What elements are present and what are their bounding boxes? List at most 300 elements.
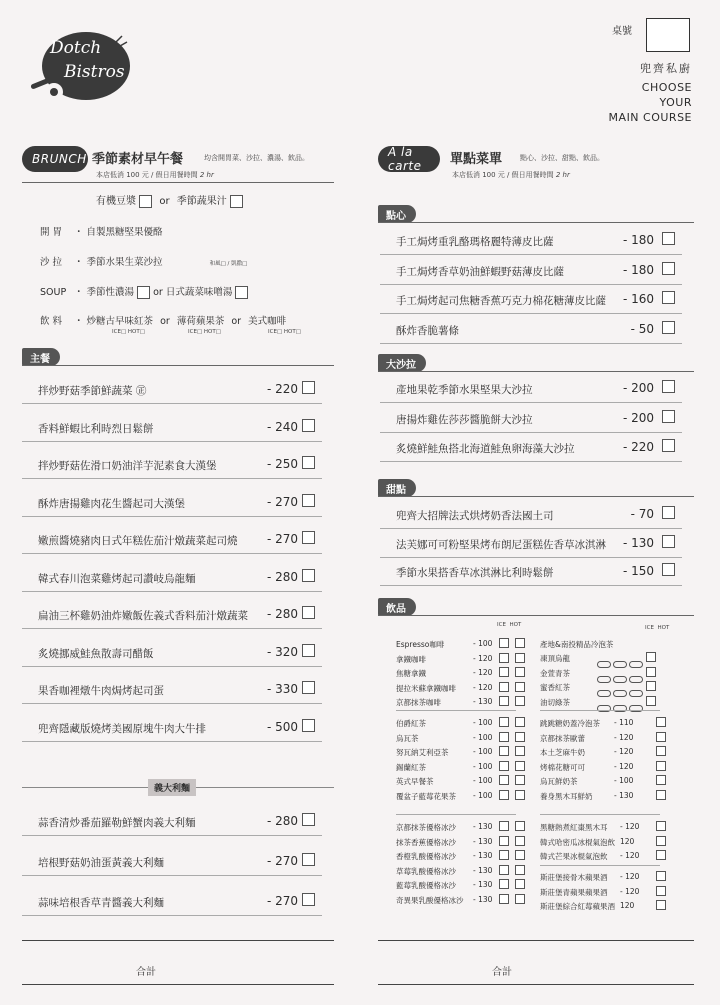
drink-item[interactable]	[396, 837, 456, 848]
drink-group-rule	[540, 710, 660, 711]
drink-name: 京都抹茶咖啡	[396, 698, 441, 707]
pasta-row-rule	[22, 915, 322, 916]
course-label: 開 胃	[40, 227, 63, 238]
drink-ice-checkbox[interactable]	[656, 836, 666, 846]
drink-ice-checkbox[interactable]	[499, 682, 509, 692]
drink-item[interactable]	[540, 682, 570, 693]
pasta-item-name: 蒜香清炒番茄羅勒鮮蟹肉義大利麵	[38, 817, 196, 829]
table-number-box[interactable]	[646, 18, 690, 52]
main-item-price: - 250	[266, 457, 298, 471]
main-item[interactable]	[38, 721, 318, 736]
main-item-checkbox[interactable]	[302, 531, 315, 544]
sweetness-pill[interactable]	[597, 690, 611, 697]
logo-text-2: Bistros	[64, 62, 125, 82]
drink-name: 抹茶香蕉優格冰沙	[396, 837, 456, 847]
course-alt-2: 美式咖啡	[248, 316, 287, 327]
drink-price: - 120	[620, 822, 640, 831]
sweetness-pill[interactable]	[629, 661, 643, 668]
alacarte-pan-label: A la carte	[378, 146, 440, 172]
main-item-price: - 330	[266, 682, 298, 696]
drink-item[interactable]	[396, 718, 426, 729]
drink-price: - 130	[473, 851, 493, 860]
dessert-tag	[378, 479, 416, 497]
main-item-name: 嫩煎醬燒豬肉日式年糕佐茄汁燉蔬菜起司燒	[38, 535, 238, 547]
right-total-line-top	[378, 940, 694, 941]
pasta-item-checkbox[interactable]	[302, 853, 315, 866]
drink-item[interactable]	[540, 762, 585, 773]
drinks-tag	[378, 598, 416, 616]
dessert-item-checkbox[interactable]	[662, 506, 675, 519]
drink-item[interactable]	[540, 747, 585, 758]
brand-name: 兜齊私廚	[640, 62, 692, 75]
drink-name: 蜜香紅茶	[540, 683, 570, 692]
dessert-item[interactable]	[396, 537, 678, 552]
drink-price: - 120	[473, 682, 493, 692]
logo-text-1: Dotch	[50, 38, 102, 58]
main-item[interactable]	[38, 533, 318, 548]
dessert-tag-label: 甜點	[378, 479, 416, 497]
snack-tag-label: 點心	[378, 205, 416, 223]
salad-item[interactable]	[396, 382, 678, 397]
drink-item[interactable]	[396, 654, 426, 665]
snack-row-rule	[380, 284, 682, 285]
snack-item-name: 手工焗烤起司焦糖香蕉巧克力棉花糖薄皮比薩	[396, 295, 606, 307]
dessert-item-price: - 130	[622, 535, 654, 550]
drink-price: - 120	[614, 732, 634, 742]
snack-item-checkbox[interactable]	[662, 291, 675, 304]
drink-checkbox[interactable]	[646, 696, 656, 706]
drink-item[interactable]	[396, 851, 456, 862]
drink-item[interactable]	[396, 762, 426, 773]
alacarte-time: 2 hr	[555, 171, 570, 179]
salad-item-name: 產地果乾季節水果堅果大沙拉	[396, 384, 533, 396]
ice-label: ICE	[497, 622, 506, 628]
drink-ice-hot-1[interactable]: ICE□ HOT□	[112, 329, 145, 335]
main-item-name: 炙燒挪威鮭魚散壽司醋飯	[38, 647, 154, 660]
drink-item[interactable]	[396, 776, 434, 787]
snack-row-rule	[380, 313, 682, 314]
snack-divider	[378, 222, 694, 223]
drink-item[interactable]	[540, 837, 615, 848]
drink-name: 韓式芒果冰棍氣泡飲	[540, 852, 608, 861]
drink-ice-checkbox[interactable]	[499, 696, 509, 706]
drink-ice-checkbox[interactable]	[656, 850, 666, 860]
main-item[interactable]	[38, 383, 318, 398]
main-item[interactable]	[38, 683, 318, 698]
pasta-item-checkbox[interactable]	[302, 893, 315, 906]
main-item-checkbox[interactable]	[302, 456, 315, 469]
drink-item[interactable]	[540, 733, 585, 744]
cold-brew-header: 產地&南投精品冷泡茶	[540, 640, 614, 649]
dessert-item[interactable]	[396, 565, 678, 580]
sweetness-pill[interactable]	[629, 676, 643, 683]
salad-item-checkbox[interactable]	[662, 410, 675, 423]
drink-item[interactable]	[540, 851, 608, 862]
drink-ice-hot-3[interactable]: ICE□ HOT□	[268, 329, 301, 335]
snack-item-price: - 50	[630, 321, 654, 336]
alacarte-min-charge	[452, 170, 570, 180]
pasta-item[interactable]	[38, 815, 318, 830]
drink-hot-checkbox[interactable]	[515, 775, 525, 785]
right-total-line-bottom	[378, 984, 694, 985]
drinks-ice-hot-right	[645, 625, 669, 631]
drink-hot-checkbox[interactable]	[515, 667, 525, 677]
drink-name: 本土芝麻牛奶	[540, 748, 585, 757]
alacarte-note: 點心、沙拉、甜點、飲品。	[520, 154, 604, 162]
ice-label: ICE	[645, 625, 654, 631]
snack-item-checkbox[interactable]	[662, 321, 675, 334]
drink-ice-checkbox[interactable]	[656, 886, 666, 896]
main-item-name: 拌炒野菇季節鮮蔬菜 ㊣	[38, 385, 147, 397]
drinks-ice-hot-left	[497, 622, 521, 628]
drink-item[interactable]	[396, 866, 456, 877]
drink-item[interactable]	[396, 668, 426, 679]
dessert-item-name: 季節水果搭香草冰淇淋比利時鬆餅	[396, 567, 554, 579]
drink-hot-checkbox[interactable]	[515, 879, 525, 889]
salad-item-name: 炙燒鮮鮭魚搭北海道鮭魚卵海藻大沙拉	[396, 443, 575, 455]
drink-ice-checkbox[interactable]	[499, 717, 509, 727]
snack-row-rule	[380, 343, 682, 344]
main-row-rule	[22, 628, 322, 629]
drink-hot-checkbox[interactable]	[515, 653, 525, 663]
drink-name: 油切綠茶	[540, 697, 570, 707]
main-item-checkbox[interactable]	[302, 606, 315, 619]
sweetness-pill[interactable]	[597, 676, 611, 683]
alacarte-title: 單點菜單	[450, 152, 503, 167]
dessert-item[interactable]	[396, 508, 678, 523]
drink-price: - 110	[614, 718, 634, 727]
drink-name: 京都抹茶歐蕾	[540, 733, 585, 743]
salad-row-rule	[380, 402, 682, 403]
pasta-item[interactable]	[38, 895, 318, 910]
drink-name: 伯爵紅茶	[396, 719, 426, 728]
dessert-item-price: - 150	[622, 564, 654, 578]
course-soup: SOUP ・ 季節性濃湯 or 日式蔬菜味噌湯	[40, 284, 248, 299]
drink-item[interactable]	[396, 733, 419, 744]
choose-course-text	[609, 80, 692, 125]
drink-name: 焦糖拿鐵	[396, 669, 426, 678]
brunch-time: 2 hr	[199, 171, 214, 179]
choose-line-2: YOUR	[659, 96, 692, 109]
drink-item[interactable]	[396, 791, 456, 802]
drink-hot-checkbox[interactable]	[515, 638, 525, 648]
salad-item-price: - 200	[622, 410, 654, 425]
drink-item[interactable]	[540, 668, 570, 679]
course-label: 飲 料	[40, 316, 63, 327]
drink-ice-checkbox[interactable]	[499, 865, 509, 875]
drink-checkbox[interactable]	[646, 667, 656, 677]
drink-ice-checkbox[interactable]	[499, 638, 509, 648]
main-item-name: 韓式春川泡菜雞烤起司讚岐烏龍麵	[38, 572, 196, 585]
drink-ice-checkbox[interactable]	[656, 790, 666, 800]
salad-item-price: - 220	[622, 440, 654, 454]
hot-label: HOT	[509, 622, 522, 628]
sweetness-pill[interactable]	[597, 661, 611, 668]
drink-ice-checkbox[interactable]	[499, 790, 509, 800]
drink-ice-checkbox[interactable]	[656, 761, 666, 771]
main-item-price: - 320	[266, 644, 298, 659]
drink-item[interactable]	[396, 822, 456, 833]
main-item-checkbox[interactable]	[302, 719, 315, 732]
drink-item[interactable]	[396, 683, 456, 694]
sweetness-pills[interactable]	[597, 698, 645, 717]
salad-item-checkbox[interactable]	[662, 439, 675, 452]
main-item-checkbox[interactable]	[302, 381, 315, 394]
drink-name: 覆盆子藍莓花果茶	[396, 791, 456, 801]
drink-name: 奇異果乳酸優格冰沙	[396, 895, 464, 905]
drink-price: - 120	[620, 851, 640, 860]
snack-item[interactable]	[396, 234, 678, 249]
pasta-item-price: - 270	[266, 894, 298, 908]
main-item-name: 果香咖裡燉牛肉焗烤起司蛋	[38, 685, 164, 697]
alacarte-min-text: 本店低消 100 元 / 假日用餐時間	[452, 171, 554, 179]
drink-price: - 100	[473, 761, 493, 771]
drink-group-rule	[540, 814, 660, 815]
sweetness-pill[interactable]	[613, 690, 627, 697]
main-item[interactable]	[38, 458, 318, 473]
drink-item[interactable]	[396, 880, 456, 891]
snack-tag	[378, 205, 416, 223]
snack-row-rule	[380, 254, 682, 255]
drink-ice-checkbox[interactable]	[656, 775, 666, 785]
main-row-rule	[22, 741, 322, 742]
drink-name: 凍頂烏龍	[540, 654, 570, 663]
drink-price: - 100	[473, 639, 493, 648]
drink-ice-checkbox[interactable]	[656, 746, 666, 756]
pasta-item-price: - 270	[266, 854, 298, 868]
drink-item[interactable]	[540, 901, 615, 912]
drink-ice-hot-2[interactable]: ICE□ HOT□	[188, 329, 221, 335]
drink-ice-checkbox[interactable]	[499, 879, 509, 889]
brunch-starter-drink	[96, 192, 243, 208]
snack-item-checkbox[interactable]	[662, 232, 675, 245]
drink-ice-checkbox[interactable]	[499, 732, 509, 742]
or-label: or	[231, 316, 242, 327]
snack-item-name: 手工焗烤香草奶油鮮蝦野菇薄皮比薩	[396, 265, 564, 278]
drink-ice-checkbox[interactable]	[656, 871, 666, 881]
drink-name: 黑糖熱煮紅棗黑木耳	[540, 823, 608, 832]
main-item[interactable]	[38, 608, 318, 623]
drink-ice-checkbox[interactable]	[499, 761, 509, 771]
drink-name: 斯莊堡青蘋果蘋果酒	[540, 887, 608, 897]
course-text: 季節性濃湯	[86, 287, 135, 298]
main-item-price: - 280	[266, 607, 298, 621]
drink-hot-checkbox[interactable]	[515, 732, 525, 742]
snack-item-name: 酥炸香脆薯條	[396, 324, 459, 337]
snack-item[interactable]	[396, 264, 678, 279]
sweetness-pill[interactable]	[629, 690, 643, 697]
drink-price: 120	[620, 836, 635, 846]
drink-item[interactable]	[396, 639, 444, 650]
salad-tag	[378, 354, 426, 372]
main-item-name: 拌炒野菇佐滑口奶油洋芋泥素食大漢堡	[38, 460, 217, 472]
drink-hot-checkbox[interactable]	[515, 821, 525, 831]
salad-item-checkbox[interactable]	[662, 380, 675, 393]
drink-hot-checkbox[interactable]	[515, 746, 525, 756]
drink-ice-checkbox[interactable]	[499, 746, 509, 756]
drink-price: - 120	[620, 886, 640, 896]
snack-item-checkbox[interactable]	[662, 262, 675, 275]
course-drink: 飲 料 ・ 炒糖古早味紅茶 or 薄荷蘋果茶 or 美式咖啡	[40, 313, 286, 327]
brunch-divider	[22, 182, 334, 183]
drink-hot-checkbox[interactable]	[515, 682, 525, 692]
dessert-item-checkbox[interactable]	[662, 535, 675, 548]
pasta-tag: 義大利麵	[148, 779, 196, 796]
drink-name: 斯莊堡接骨木蘋果酒	[540, 873, 608, 882]
drink-ice-checkbox[interactable]	[499, 775, 509, 785]
drink-price: - 120	[614, 761, 634, 771]
main-item-name: 酥炸唐揚雞肉花生醬起司大漢堡	[38, 497, 185, 510]
drink-hot-checkbox[interactable]	[515, 850, 525, 860]
drink-item[interactable]	[540, 872, 608, 883]
main-item-name: 香料鮮蝦比利時烈日鬆餅	[38, 422, 154, 435]
drink-price: - 100	[473, 718, 493, 727]
salad-row-rule	[380, 432, 682, 433]
main-item-checkbox[interactable]	[302, 569, 315, 582]
pasta-item-name: 蒜味培根香草青醬義大利麵	[38, 897, 164, 909]
main-item-checkbox[interactable]	[302, 681, 315, 694]
drink-price: - 130	[473, 836, 493, 846]
main-item-price: - 280	[266, 569, 298, 584]
logo	[28, 20, 138, 105]
table-number-label: 桌號	[612, 26, 632, 37]
tofu-checkbox[interactable]	[139, 195, 152, 208]
drink-ice-checkbox[interactable]	[499, 894, 509, 904]
drink-price: - 130	[473, 880, 493, 889]
drink-ice-checkbox[interactable]	[656, 821, 666, 831]
main-divider	[22, 365, 334, 366]
juice-checkbox[interactable]	[230, 195, 243, 208]
drink-name: 錫蘭紅茶	[396, 762, 426, 772]
drink-hot-checkbox[interactable]	[515, 894, 525, 904]
drink-price: - 100	[473, 776, 493, 785]
juice-label: 季節蔬果汁	[176, 196, 227, 207]
pasta-item[interactable]	[38, 855, 318, 870]
course-appetizer: 開 胃 ・ 自製黑糖堅果優酪	[40, 224, 163, 238]
drink-hot-checkbox[interactable]	[515, 836, 525, 846]
drink-ice-checkbox[interactable]	[499, 667, 509, 677]
drink-name: 金萱青茶	[540, 668, 570, 678]
brunch-pan-label: BRUNCH	[22, 146, 88, 172]
main-item-checkbox[interactable]	[302, 419, 315, 432]
dressing-options[interactable]: 和風□ / 凱撒□	[209, 261, 248, 267]
drink-ice-checkbox[interactable]	[656, 900, 666, 910]
drink-item[interactable]	[540, 822, 608, 833]
snack-item-price: - 180	[622, 262, 654, 277]
salad-item[interactable]	[396, 441, 678, 456]
drink-hot-checkbox[interactable]	[515, 865, 525, 875]
choose-line-3: MAIN COURSE	[608, 111, 692, 124]
drink-checkbox[interactable]	[646, 652, 656, 662]
drink-name: 提拉米蘇拿鐵咖啡	[396, 683, 456, 693]
left-total-line-bottom	[22, 984, 334, 985]
brunch-min-charge	[96, 170, 214, 180]
snack-item-price: - 180	[622, 233, 654, 247]
brunch-note: 均含開胃菜、沙拉、濃湯、飲品。	[204, 154, 309, 162]
drink-price: - 100	[473, 732, 493, 742]
sweetness-pill[interactable]	[613, 676, 627, 683]
snack-item[interactable]	[396, 323, 678, 338]
drink-name: 烏瓦鮮奶茶	[540, 777, 578, 786]
dessert-row-rule	[380, 557, 682, 558]
drink-item[interactable]	[396, 697, 441, 708]
pasta-item-price: - 280	[266, 814, 298, 828]
main-row-rule	[22, 591, 322, 592]
pasta-item-checkbox[interactable]	[302, 813, 315, 826]
drink-name: 韓式哈密瓜冰棍氣泡飲	[540, 837, 615, 847]
main-item[interactable]	[38, 646, 318, 661]
drink-ice-checkbox[interactable]	[499, 821, 509, 831]
main-row-rule	[22, 403, 322, 404]
main-item-checkbox[interactable]	[302, 494, 315, 507]
tofu-label: 有機豆漿	[96, 196, 136, 207]
drink-item[interactable]	[396, 747, 449, 758]
course-label: 沙 拉	[40, 257, 63, 268]
drink-name: 烏瓦茶	[396, 733, 419, 743]
drinks-tag-label: 飲品	[378, 598, 416, 616]
left-total-label: 合計	[136, 967, 156, 978]
drink-ice-checkbox[interactable]	[499, 836, 509, 846]
drink-item[interactable]	[540, 887, 608, 898]
drink-ice-checkbox[interactable]	[656, 717, 666, 727]
choose-line-1: CHOOSE	[641, 81, 692, 94]
drink-ice-checkbox[interactable]	[499, 850, 509, 860]
sweetness-pill[interactable]	[613, 661, 627, 668]
main-row-rule	[22, 666, 322, 667]
dessert-item-checkbox[interactable]	[662, 563, 675, 576]
salad-item[interactable]	[396, 412, 678, 427]
drink-group-rule	[540, 865, 660, 866]
drink-hot-checkbox[interactable]	[515, 696, 525, 706]
drink-ice-checkbox[interactable]	[656, 732, 666, 742]
drink-item[interactable]	[540, 791, 593, 802]
drink-price: - 120	[473, 653, 493, 663]
main-item[interactable]	[38, 571, 318, 586]
drink-price: - 130	[473, 697, 493, 706]
drink-item[interactable]	[396, 895, 464, 906]
drink-hot-checkbox[interactable]	[515, 761, 525, 771]
drink-hot-checkbox[interactable]	[515, 790, 525, 800]
drink-name: 跳跳糖奶蓋冷泡茶	[540, 719, 600, 728]
course-label: SOUP	[40, 287, 67, 298]
or-label: or	[159, 196, 170, 207]
drink-item[interactable]	[540, 718, 600, 729]
main-item[interactable]	[38, 496, 318, 511]
soup-checkbox-2[interactable]	[235, 286, 248, 299]
dessert-item-price: - 70	[630, 507, 654, 521]
left-total-line-top	[22, 940, 334, 941]
drink-name: 藍莓乳酸優格冰沙	[396, 881, 456, 890]
brunch-title: 季節素材早午餐	[92, 152, 184, 167]
salad-item-name: 唐揚炸雞佐莎莎醬脆餅大沙拉	[396, 413, 533, 426]
drink-checkbox[interactable]	[646, 681, 656, 691]
hot-label: HOT	[657, 625, 670, 631]
main-item[interactable]	[38, 421, 318, 436]
salad-tag-label: 大沙拉	[378, 354, 426, 372]
main-item-checkbox[interactable]	[302, 644, 315, 657]
dessert-divider	[378, 496, 694, 497]
soup-checkbox-1[interactable]	[137, 286, 150, 299]
or-label: or	[160, 316, 170, 327]
snack-item[interactable]	[396, 293, 678, 308]
drink-hot-checkbox[interactable]	[515, 717, 525, 727]
drink-name: 香橙乳酸優格冰沙	[396, 852, 456, 861]
drink-name: Espresso咖啡	[396, 640, 445, 649]
drink-item[interactable]	[540, 697, 570, 708]
drink-ice-checkbox[interactable]	[499, 653, 509, 663]
drink-item[interactable]	[540, 776, 578, 787]
drink-item[interactable]	[540, 653, 570, 664]
